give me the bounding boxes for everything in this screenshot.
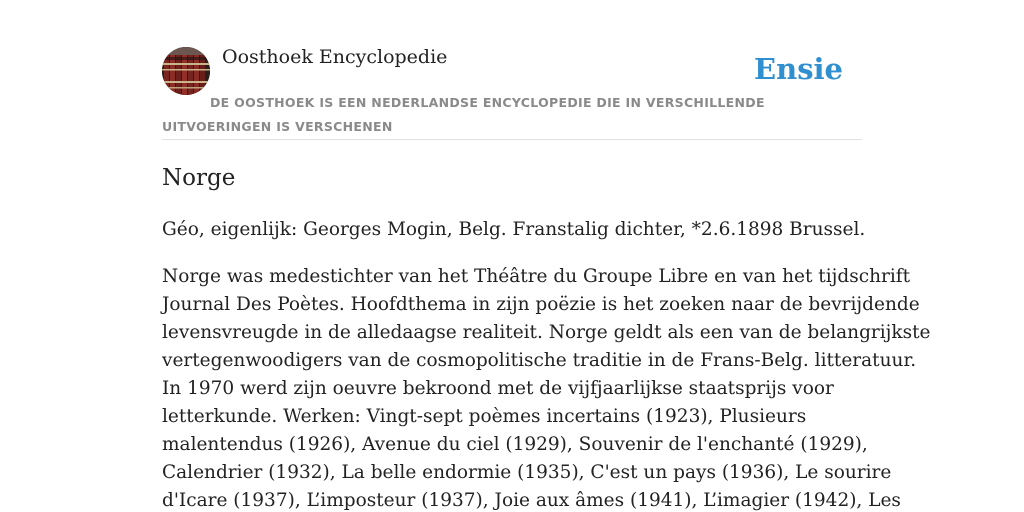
- body-line: Journal Des Poètes. Hoofdthema in zijn poëzie is het zoeken naar de bevrijdende: [162, 294, 920, 315]
- article-intro: Géo, eigenlijk: Georges Mogin, Belg. Franstalig dichter, *2.6.1898 Brussel.: [162, 219, 866, 240]
- body-line: levensvreugde in de alledaagse realiteit. Norge geldt als een van de belangrijkste: [162, 322, 931, 343]
- body-line: malentendus (1926), Avenue du ciel (1929), Souvenir de l'enchanté (1929),: [162, 434, 868, 455]
- body-line: vertegenwoodigers van de cosmopolitische traditie in de Frans-Belg. litteratuur.: [162, 350, 917, 371]
- body-line: letterkunde. Werken: Vingt-sept poèmes incertains (1923), Plusieurs: [162, 406, 807, 427]
- encyclopedia-books-avatar[interactable]: [162, 47, 210, 95]
- site-header: [162, 0, 862, 140]
- body-line: Calendrier (1932), La belle endormie (1935), C'est un pays (1936), Le sourire: [162, 462, 892, 483]
- body-line: In 1970 werd zijn oeuvre bekroond met de vijfjaarlijkse staatsprijs voor: [162, 378, 834, 399]
- content-container: [162, 0, 931, 511]
- ensie-logo[interactable]: Ensie: [754, 52, 843, 86]
- article-body: [162, 263, 931, 512]
- site-tagline: DE OOSTHOEK IS EEN NEDERLANDSE ENCYCLOPEDIE DIE IN VERSCHILLENDE UITVOERINGEN IS VERSCHENEN: [162, 95, 765, 134]
- article-title: Norge: [162, 165, 236, 191]
- body-line: d'Icare (1937), L’imposteur (1937), Joie aux âmes (1941), L’imagier (1942), Les: [162, 490, 901, 511]
- body-line: Norge was medestichter van het Théâtre du Groupe Libre en van het tijdschrift: [162, 266, 911, 287]
- site-title[interactable]: Oosthoek Encyclopedie: [222, 46, 448, 68]
- books-icon: [162, 47, 210, 95]
